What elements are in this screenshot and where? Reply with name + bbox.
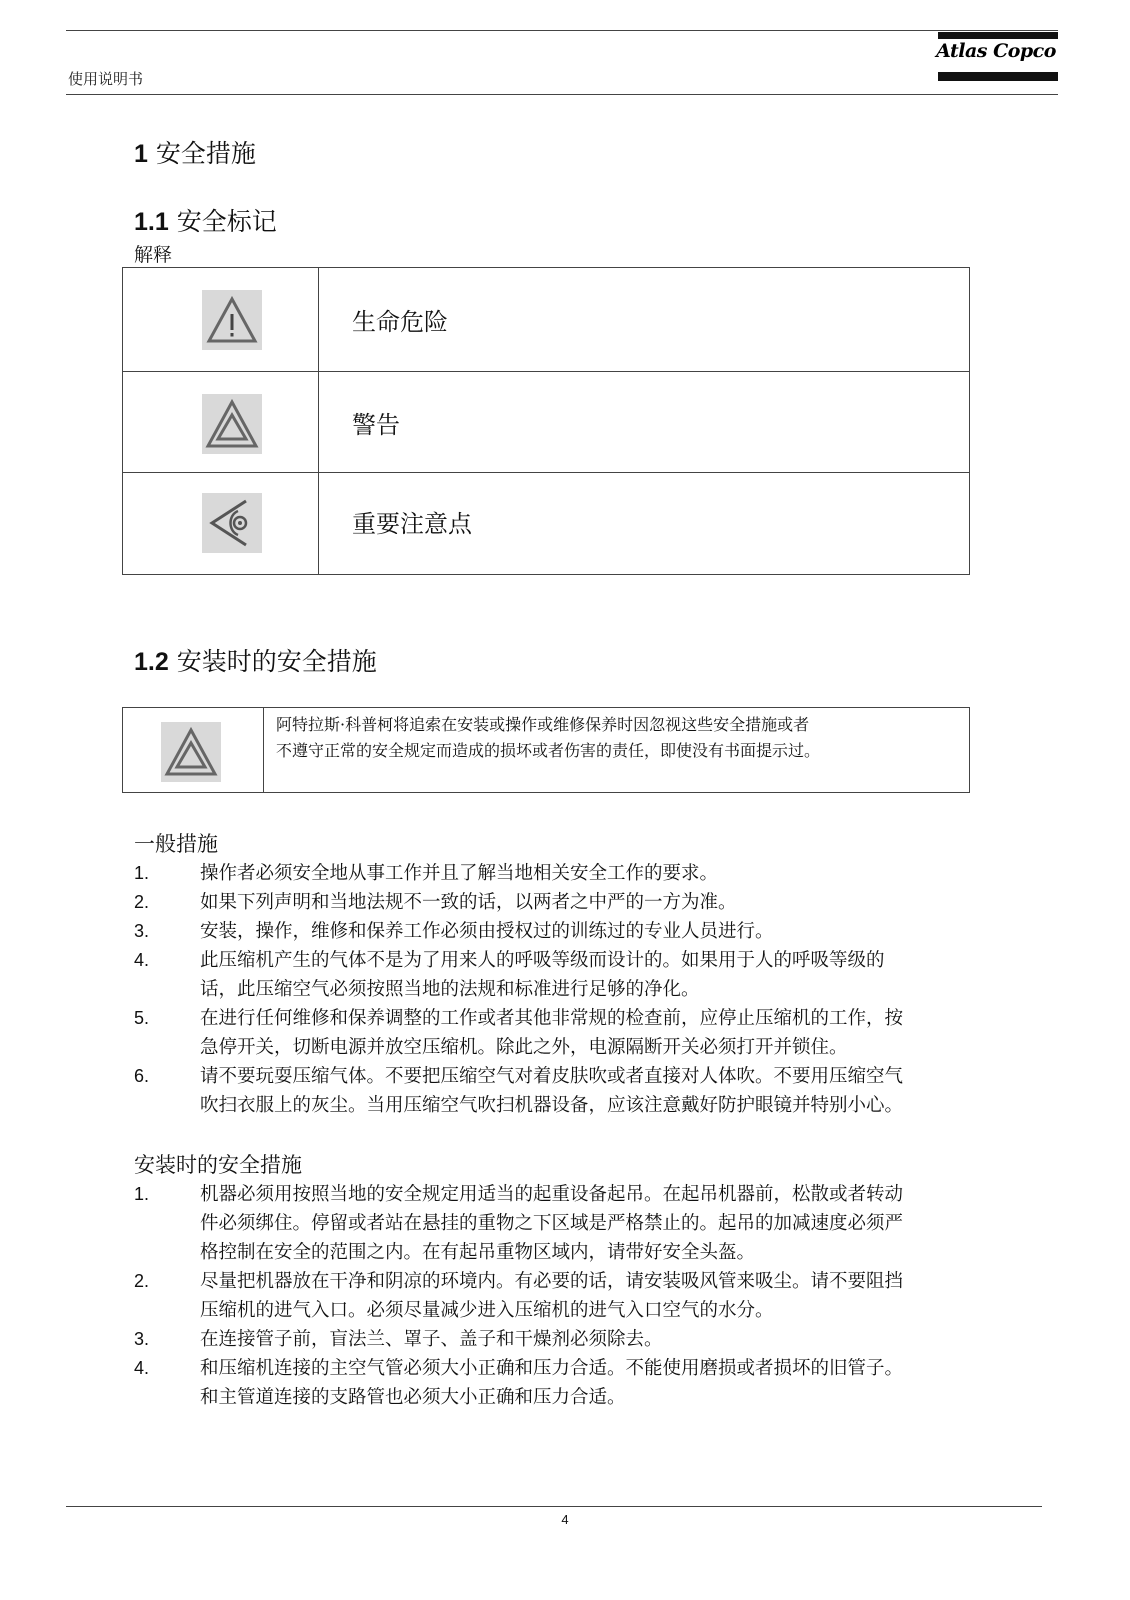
list-item-line: 此压缩机产生的气体不是为了用来人的呼吸等级而设计的。如果用于人的呼吸等级的 <box>200 950 885 971</box>
notice-line: 阿特拉斯·科普柯将追索在安装或操作或维修保养时因忽视这些安全措施或者 <box>276 715 810 734</box>
list-item-number: 6. <box>134 1066 150 1086</box>
list-item <box>134 1267 1064 1325</box>
list-item-number: 4. <box>134 950 150 970</box>
list-item-number: 1. <box>134 863 150 883</box>
section-1-1-heading <box>134 202 277 238</box>
header-doc-title: 使用说明书 <box>68 70 144 88</box>
list-item-line: 件必须绑住。停留或者站在悬挂的重物之下区域是严格禁止的。起吊的加减速度必须严 <box>200 1213 904 1234</box>
list-item <box>134 1354 1064 1412</box>
eye-icon <box>202 493 262 553</box>
list-item-line: 请不要玩耍压缩气体。不要把压缩空气对着皮肤吹或者直接对人体吹。不要用压缩空气 <box>200 1066 904 1087</box>
list-item-line: 吹扫衣服上的灰尘。当用压缩空气吹扫机器设备，应该注意戴好防护眼镜并特别小心。 <box>200 1095 904 1116</box>
table-row <box>123 268 969 370</box>
list-item <box>134 917 1064 946</box>
installation-measures-title: 安装时的安全措施 <box>134 1153 302 1177</box>
list-item-number: 3. <box>134 1329 150 1349</box>
symbol-label: 生命危险 <box>352 308 448 336</box>
list-item-line: 在连接管子前，盲法兰、罩子、盖子和干燥剂必须除去。 <box>200 1329 663 1350</box>
section-1-number: 1 <box>134 140 148 168</box>
general-measures-title: 一般措施 <box>134 832 218 856</box>
header-top-rule <box>66 30 1058 31</box>
list-item-number: 2. <box>134 1271 150 1291</box>
list-item-number: 5. <box>134 1008 150 1028</box>
list-item-line: 压缩机的进气入口。必须尽量减少进入压缩机的进气入口空气的水分。 <box>200 1300 774 1321</box>
list-item-line: 急停开关，切断电源并放空压缩机。除此之外，电源隔断开关必须打开并锁住。 <box>200 1037 848 1058</box>
section-1-2-title: 安装时的安全措施 <box>176 647 377 676</box>
section-1-2-number: 1.2 <box>134 648 169 676</box>
notice-text <box>276 712 966 764</box>
list-item-number: 2. <box>134 892 150 912</box>
list-item-line: 机器必须用按照当地的安全规定用适当的起重设备起吊。在起吊机器前，松散或者转动 <box>200 1184 904 1205</box>
list-item-line: 话，此压缩空气必须按照当地的法规和标准进行足够的净化。 <box>200 979 700 1000</box>
list-item-line: 在进行任何维修和保养调整的工作或者其他非常规的检查前，应停止压缩机的工作，按 <box>200 1008 904 1029</box>
logo-bar-bottom <box>938 72 1058 81</box>
list-item <box>134 946 1064 1004</box>
list-item-line: 和主管道连接的支路管也必须大小正确和压力合适。 <box>200 1387 626 1408</box>
list-item <box>134 1004 1064 1062</box>
section-1-title: 安全措施 <box>155 139 256 168</box>
list-item <box>134 859 1064 888</box>
list-item <box>134 1325 1064 1354</box>
symbol-label: 重要注意点 <box>352 510 472 538</box>
exclamation-triangle-icon <box>202 290 262 350</box>
list-item <box>134 888 1064 917</box>
list-item <box>134 1180 1064 1267</box>
notice-line: 不遵守正常的安全规定而造成的损坏或者伤害的责任，即使没有书面提示过。 <box>276 741 821 760</box>
list-item-number: 4. <box>134 1358 150 1378</box>
list-item-line: 如果下列声明和当地法规不一致的话，以两者之中严的一方为准。 <box>200 892 737 913</box>
section-1-1-subtitle: 解释 <box>134 244 173 266</box>
list-item-line: 安装，操作，维修和保养工作必须由授权过的训练过的专业人员进行。 <box>200 921 774 942</box>
table-row <box>123 473 969 575</box>
list-item-line: 和压缩机连接的主空气管必须大小正确和压力合适。不能使用磨损或者损坏的旧管子。 <box>200 1358 904 1379</box>
logo-bar-top <box>938 32 1058 39</box>
list-item-line: 格控制在安全的范围之内。在有起吊重物区域内，请带好安全头盔。 <box>200 1242 756 1263</box>
header-bottom-rule <box>66 94 1058 95</box>
double-triangle-icon <box>161 722 221 782</box>
table-row <box>123 371 969 473</box>
logo-text: Atlas Copco <box>936 40 1056 62</box>
double-triangle-icon <box>202 394 262 454</box>
installation-measures-list <box>134 1180 1064 1412</box>
atlas-copco-logo <box>934 30 1058 88</box>
section-1-1-number: 1.1 <box>134 208 169 236</box>
list-item-number: 1. <box>134 1184 150 1204</box>
section-1-1-title: 安全标记 <box>176 207 277 236</box>
list-item <box>134 1062 1064 1120</box>
safety-symbol-table <box>122 267 970 575</box>
section-1-2-heading <box>134 642 377 678</box>
notice-column-divider <box>263 708 264 792</box>
list-item-number: 3. <box>134 921 150 941</box>
symbol-label: 警告 <box>352 411 400 439</box>
list-item-line: 操作者必须安全地从事工作并且了解当地相关安全工作的要求。 <box>200 863 719 884</box>
section-1-heading <box>134 134 256 170</box>
liability-notice-box <box>122 707 970 793</box>
list-item-line: 尽量把机器放在干净和阴凉的环境内。有必要的话，请安装吸风管来吸尘。请不要阻挡 <box>200 1271 904 1292</box>
general-measures-list <box>134 859 1064 1120</box>
footer-rule <box>66 1506 1042 1507</box>
page-number: 4 <box>561 1512 569 1527</box>
